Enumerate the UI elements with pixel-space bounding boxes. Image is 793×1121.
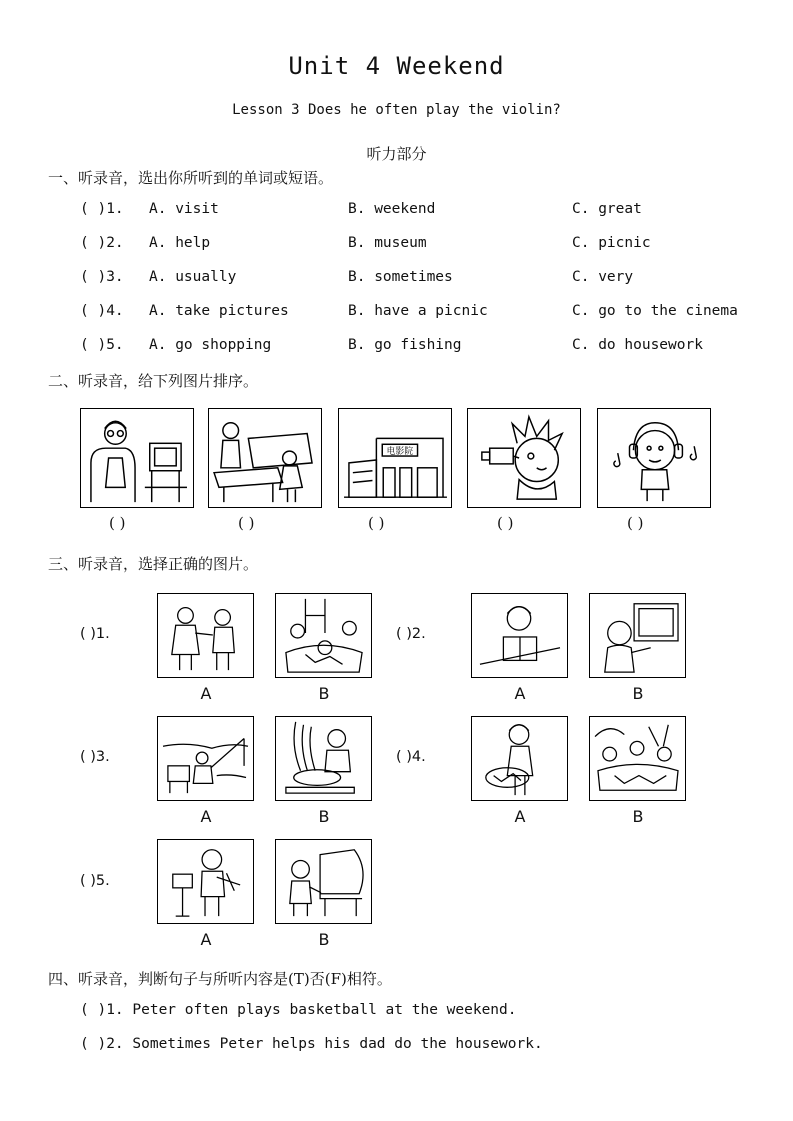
- s1-option-c: C. do housework: [572, 337, 703, 353]
- s4-statement: ( )2. Sometimes Peter helps his dad do the housework.: [80, 1036, 543, 1052]
- s1-option-b: B. museum: [348, 235, 427, 251]
- option-b-caption: B: [632, 807, 644, 826]
- option-b-caption: B: [318, 807, 330, 826]
- s1-option-a: A. go shopping: [149, 337, 272, 353]
- order-blank[interactable]: ( ): [627, 514, 644, 532]
- s3-question-label[interactable]: ( )5.: [80, 873, 110, 889]
- s3q4-picture-a: [471, 716, 568, 801]
- s3-question-label[interactable]: ( )2.: [396, 626, 426, 642]
- s1-option-b: B. go fishing: [348, 337, 462, 353]
- s3q1-picture-b: [275, 593, 372, 678]
- s1-option-c: C. go to the cinema: [572, 303, 738, 319]
- s3q5-picture-b: [275, 839, 372, 924]
- order-blank[interactable]: ( ): [368, 514, 385, 532]
- picture-cinema: [338, 408, 452, 508]
- option-b-caption: B: [318, 930, 330, 949]
- section3-heading: 三、听录音，选择正确的图片。: [48, 555, 259, 573]
- section1-heading: 一、听录音，选出你所听到的单词或短语。: [48, 169, 334, 187]
- order-blank[interactable]: ( ): [109, 514, 126, 532]
- part-label: 听力部分: [366, 145, 427, 163]
- s1-option-a: A. usually: [149, 269, 237, 285]
- s1-option-a: A. take pictures: [149, 303, 289, 319]
- s1-option-a: A. visit: [149, 201, 219, 217]
- s1-item-num: ( )4.: [80, 303, 124, 319]
- s3q2-picture-a: [471, 593, 568, 678]
- s1-item-num: ( )1.: [80, 201, 124, 217]
- s1-option-b: B. weekend: [348, 201, 436, 217]
- s1-option-b: B. have a picnic: [348, 303, 488, 319]
- s3-question-label[interactable]: ( )3.: [80, 749, 110, 765]
- s3q4-picture-b: [589, 716, 686, 801]
- option-a-caption: A: [200, 930, 212, 949]
- option-a-caption: A: [200, 807, 212, 826]
- s3q1-picture-a: [157, 593, 254, 678]
- s3-question-label[interactable]: ( )1.: [80, 626, 110, 642]
- s3q3-picture-a: [157, 716, 254, 801]
- s1-option-c: C. picnic: [572, 235, 651, 251]
- s3q2-picture-b: [589, 593, 686, 678]
- page-title: Unit 4 Weekend: [288, 52, 505, 80]
- section2-heading: 二、听录音，给下列图片排序。: [48, 372, 259, 390]
- s3q5-picture-a: [157, 839, 254, 924]
- s1-option-a: A. help: [149, 235, 211, 251]
- s1-item-num: ( )2.: [80, 235, 124, 251]
- s3-question-label[interactable]: ( )4.: [396, 749, 426, 765]
- option-a-caption: A: [514, 684, 526, 703]
- picture-grandma-tv: [80, 408, 194, 508]
- option-b-caption: B: [318, 684, 330, 703]
- picture-boy-headphones: [597, 408, 711, 508]
- picture-family-cleaning: [208, 408, 322, 508]
- option-a-caption: A: [514, 807, 526, 826]
- s1-option-b: B. sometimes: [348, 269, 453, 285]
- option-b-caption: B: [632, 684, 644, 703]
- cinema-sign: 电影院: [386, 447, 414, 458]
- lesson-subtitle: Lesson 3 Does he often play the violin?: [232, 102, 561, 118]
- s1-option-c: C. great: [572, 201, 642, 217]
- picture-boy-camera: [467, 408, 581, 508]
- s1-item-num: ( )3.: [80, 269, 124, 285]
- order-blank[interactable]: ( ): [497, 514, 514, 532]
- section4-heading: 四、听录音，判断句子与所听内容是(T)否(F)相符。: [48, 970, 392, 988]
- option-a-caption: A: [200, 684, 212, 703]
- s1-option-c: C. very: [572, 269, 634, 285]
- order-blank[interactable]: ( ): [238, 514, 255, 532]
- s3q3-picture-b: [275, 716, 372, 801]
- s1-item-num: ( )5.: [80, 337, 124, 353]
- s4-statement: ( )1. Peter often plays basketball at the weekend.: [80, 1002, 517, 1018]
